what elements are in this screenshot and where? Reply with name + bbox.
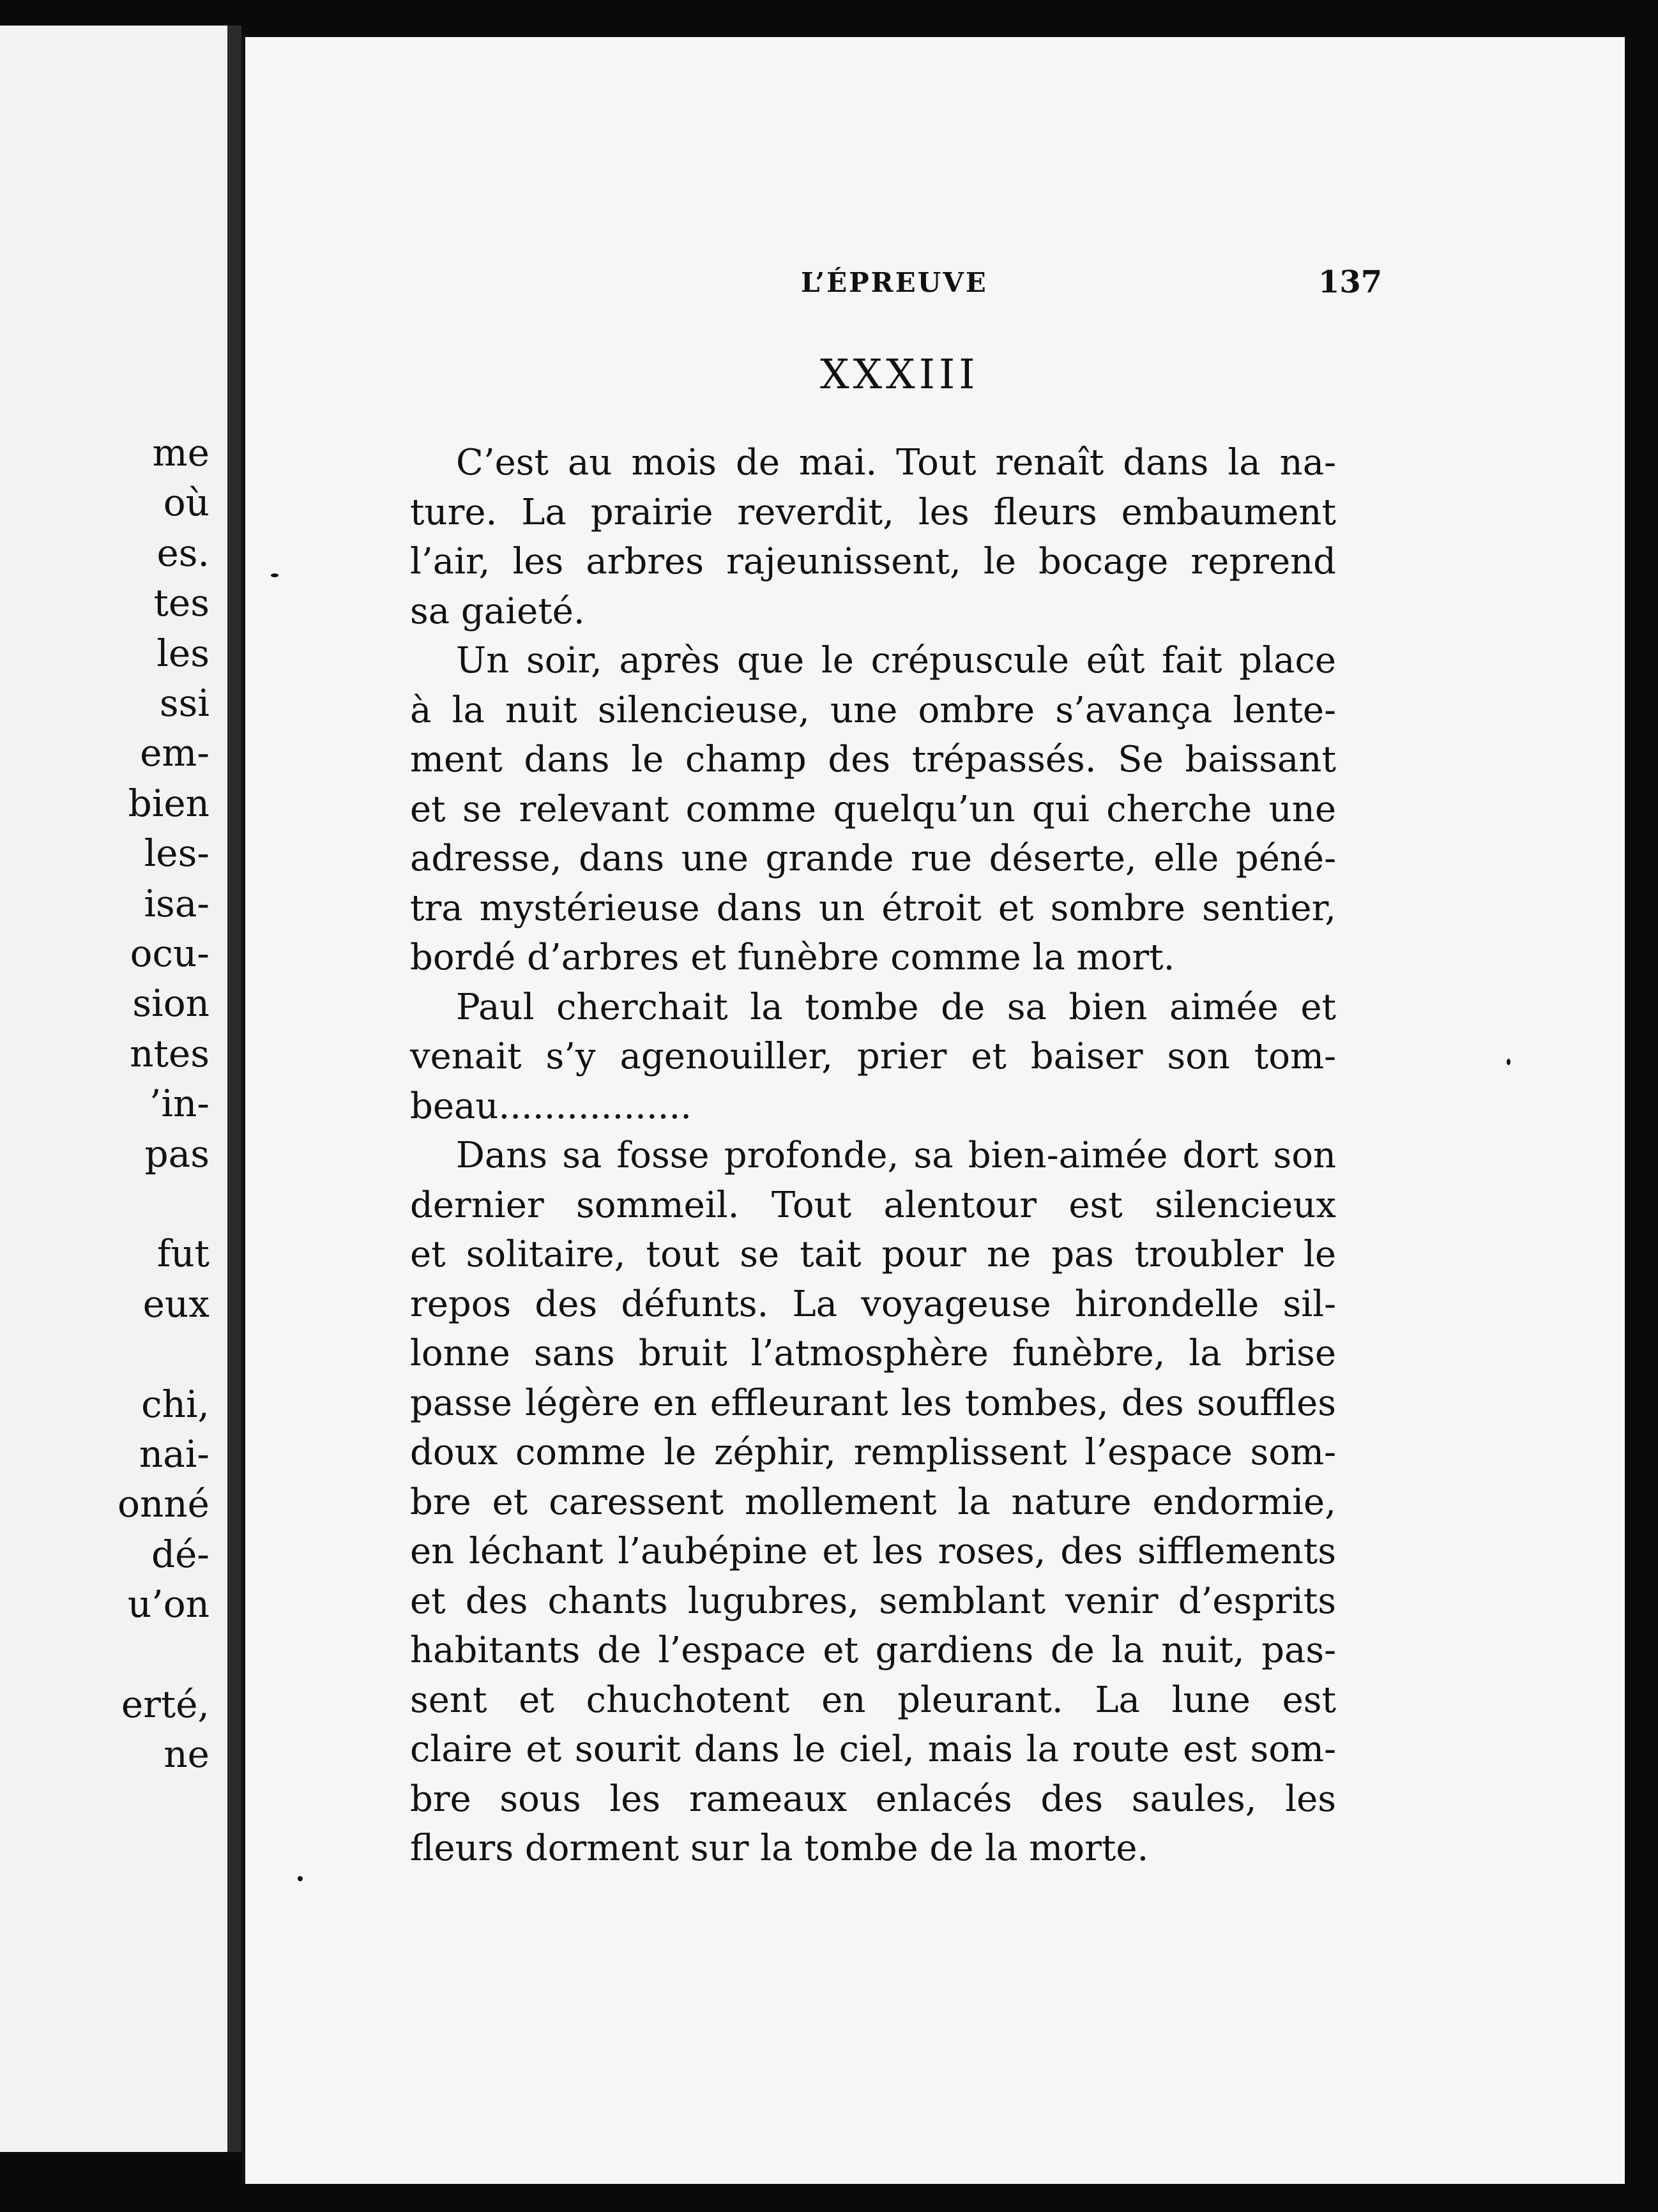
left-page-fragment: bien [128, 781, 209, 825]
text-line: beau................. [410, 1085, 692, 1127]
text-line: l’air, les arbres rajeunissent, le bocage reprend [410, 541, 1336, 582]
running-head: L’ÉPREUVE [801, 267, 988, 298]
text-line: dernier sommeil. Tout alentour est silencieux [410, 1184, 1336, 1226]
left-page-fragment: nai- [139, 1432, 209, 1476]
text-line: et se relevant comme quelqu’un qui cherche une [410, 788, 1336, 830]
left-page-fragment: ’in- [149, 1082, 209, 1126]
left-page-fragment: sion [132, 981, 209, 1026]
dust-speck [298, 1876, 303, 1881]
previous-page-edge [0, 26, 232, 2152]
book-gutter [227, 26, 241, 2152]
left-page-fragment: pas [144, 1132, 209, 1176]
left-page-fragment: isa- [144, 881, 209, 925]
left-page-fragment: ocu- [130, 932, 209, 975]
text-line: ment dans le champ des trépassés. Se baissant [410, 739, 1336, 780]
left-page-fragment: es. [156, 531, 209, 575]
text-line: sent et chuchotent en pleurant. La lune est [410, 1679, 1336, 1721]
left-page-fragment: chi, [141, 1382, 209, 1426]
page-number: 137 [1318, 264, 1383, 300]
paragraph [410, 438, 1336, 636]
paragraph [410, 983, 1336, 1132]
left-page-fragment: me [152, 431, 209, 474]
dust-speck [271, 573, 278, 577]
text-line: Paul cherchait la tombe de sa bien aimée et [456, 986, 1336, 1028]
page-body [410, 438, 1336, 1874]
left-page-fragment: fut [156, 1232, 209, 1276]
text-line: sa gaieté. [410, 590, 585, 632]
text-line: en léchant l’aubépine et les roses, des sifflements [410, 1531, 1336, 1572]
text-line: bre et caressent mollement la nature endormie, [410, 1481, 1336, 1523]
left-page-fragment: eux [142, 1282, 209, 1326]
text-line: et des chants lugubres, semblant venir d’esprits [410, 1580, 1336, 1622]
text-line: repos des défunts. La voyageuse hirondelle sil- [410, 1283, 1336, 1325]
text-line: bordé d’arbres et funèbre comme la mort. [410, 937, 1175, 978]
paragraph [410, 1131, 1336, 1874]
left-page-fragment: les [156, 631, 209, 675]
text-line: tra mystérieuse dans un étroit et sombre sentier, [410, 887, 1336, 929]
text-line: habitants de l’espace et gardiens de la nuit, pas- [410, 1630, 1336, 1671]
paragraph [410, 636, 1336, 983]
left-page-fragment: ne [164, 1732, 209, 1776]
text-line: doux comme le zéphir, remplissent l’espace som- [410, 1432, 1336, 1473]
text-line: passe légère en effleurant les tombes, des souffles [410, 1382, 1336, 1424]
left-page-fragment: tes [153, 581, 209, 625]
chapter-title: XXXIII [820, 351, 979, 398]
text-line: Dans sa fosse profonde, sa bien-aimée dort son [456, 1135, 1336, 1176]
left-page-fragment: où [163, 481, 209, 525]
left-page-fragment: dé- [151, 1532, 209, 1576]
left-page-fragment: ntes [130, 1031, 209, 1075]
left-page-fragment: les- [144, 831, 209, 875]
text-line: bre sous les rameaux enlacés des saules, les [410, 1778, 1336, 1820]
left-page-fragment: u’on [127, 1582, 209, 1626]
dust-speck [1507, 1059, 1510, 1065]
book-page [241, 37, 1625, 2184]
text-line: claire et sourit dans le ciel, mais la route est som- [410, 1729, 1336, 1770]
text-line: adresse, dans une grande rue déserte, elle péné- [410, 838, 1336, 879]
text-line: Un soir, après que le crépuscule eût fait place [456, 640, 1336, 681]
text-line: venait s’y agenouiller, prier et baiser son tom- [410, 1036, 1336, 1077]
text-line: lonne sans bruit l’atmosphère funèbre, la brise [410, 1333, 1336, 1374]
text-line: et solitaire, tout se tait pour ne pas troubler le [410, 1234, 1336, 1275]
text-line: C’est au mois de mai. Tout renaît dans la na- [456, 442, 1336, 483]
left-page-fragment: erté, [121, 1683, 209, 1726]
left-page-fragment: onné [118, 1482, 209, 1526]
text-line: ture. La prairie reverdit, les fleurs embaument [410, 491, 1336, 533]
text-line: à la nuit silencieuse, une ombre s’avança lente- [410, 689, 1336, 731]
left-page-fragment: em- [140, 731, 209, 775]
left-page-fragment: ssi [159, 681, 209, 725]
text-line: fleurs dorment sur la tombe de la morte. [410, 1828, 1149, 1869]
